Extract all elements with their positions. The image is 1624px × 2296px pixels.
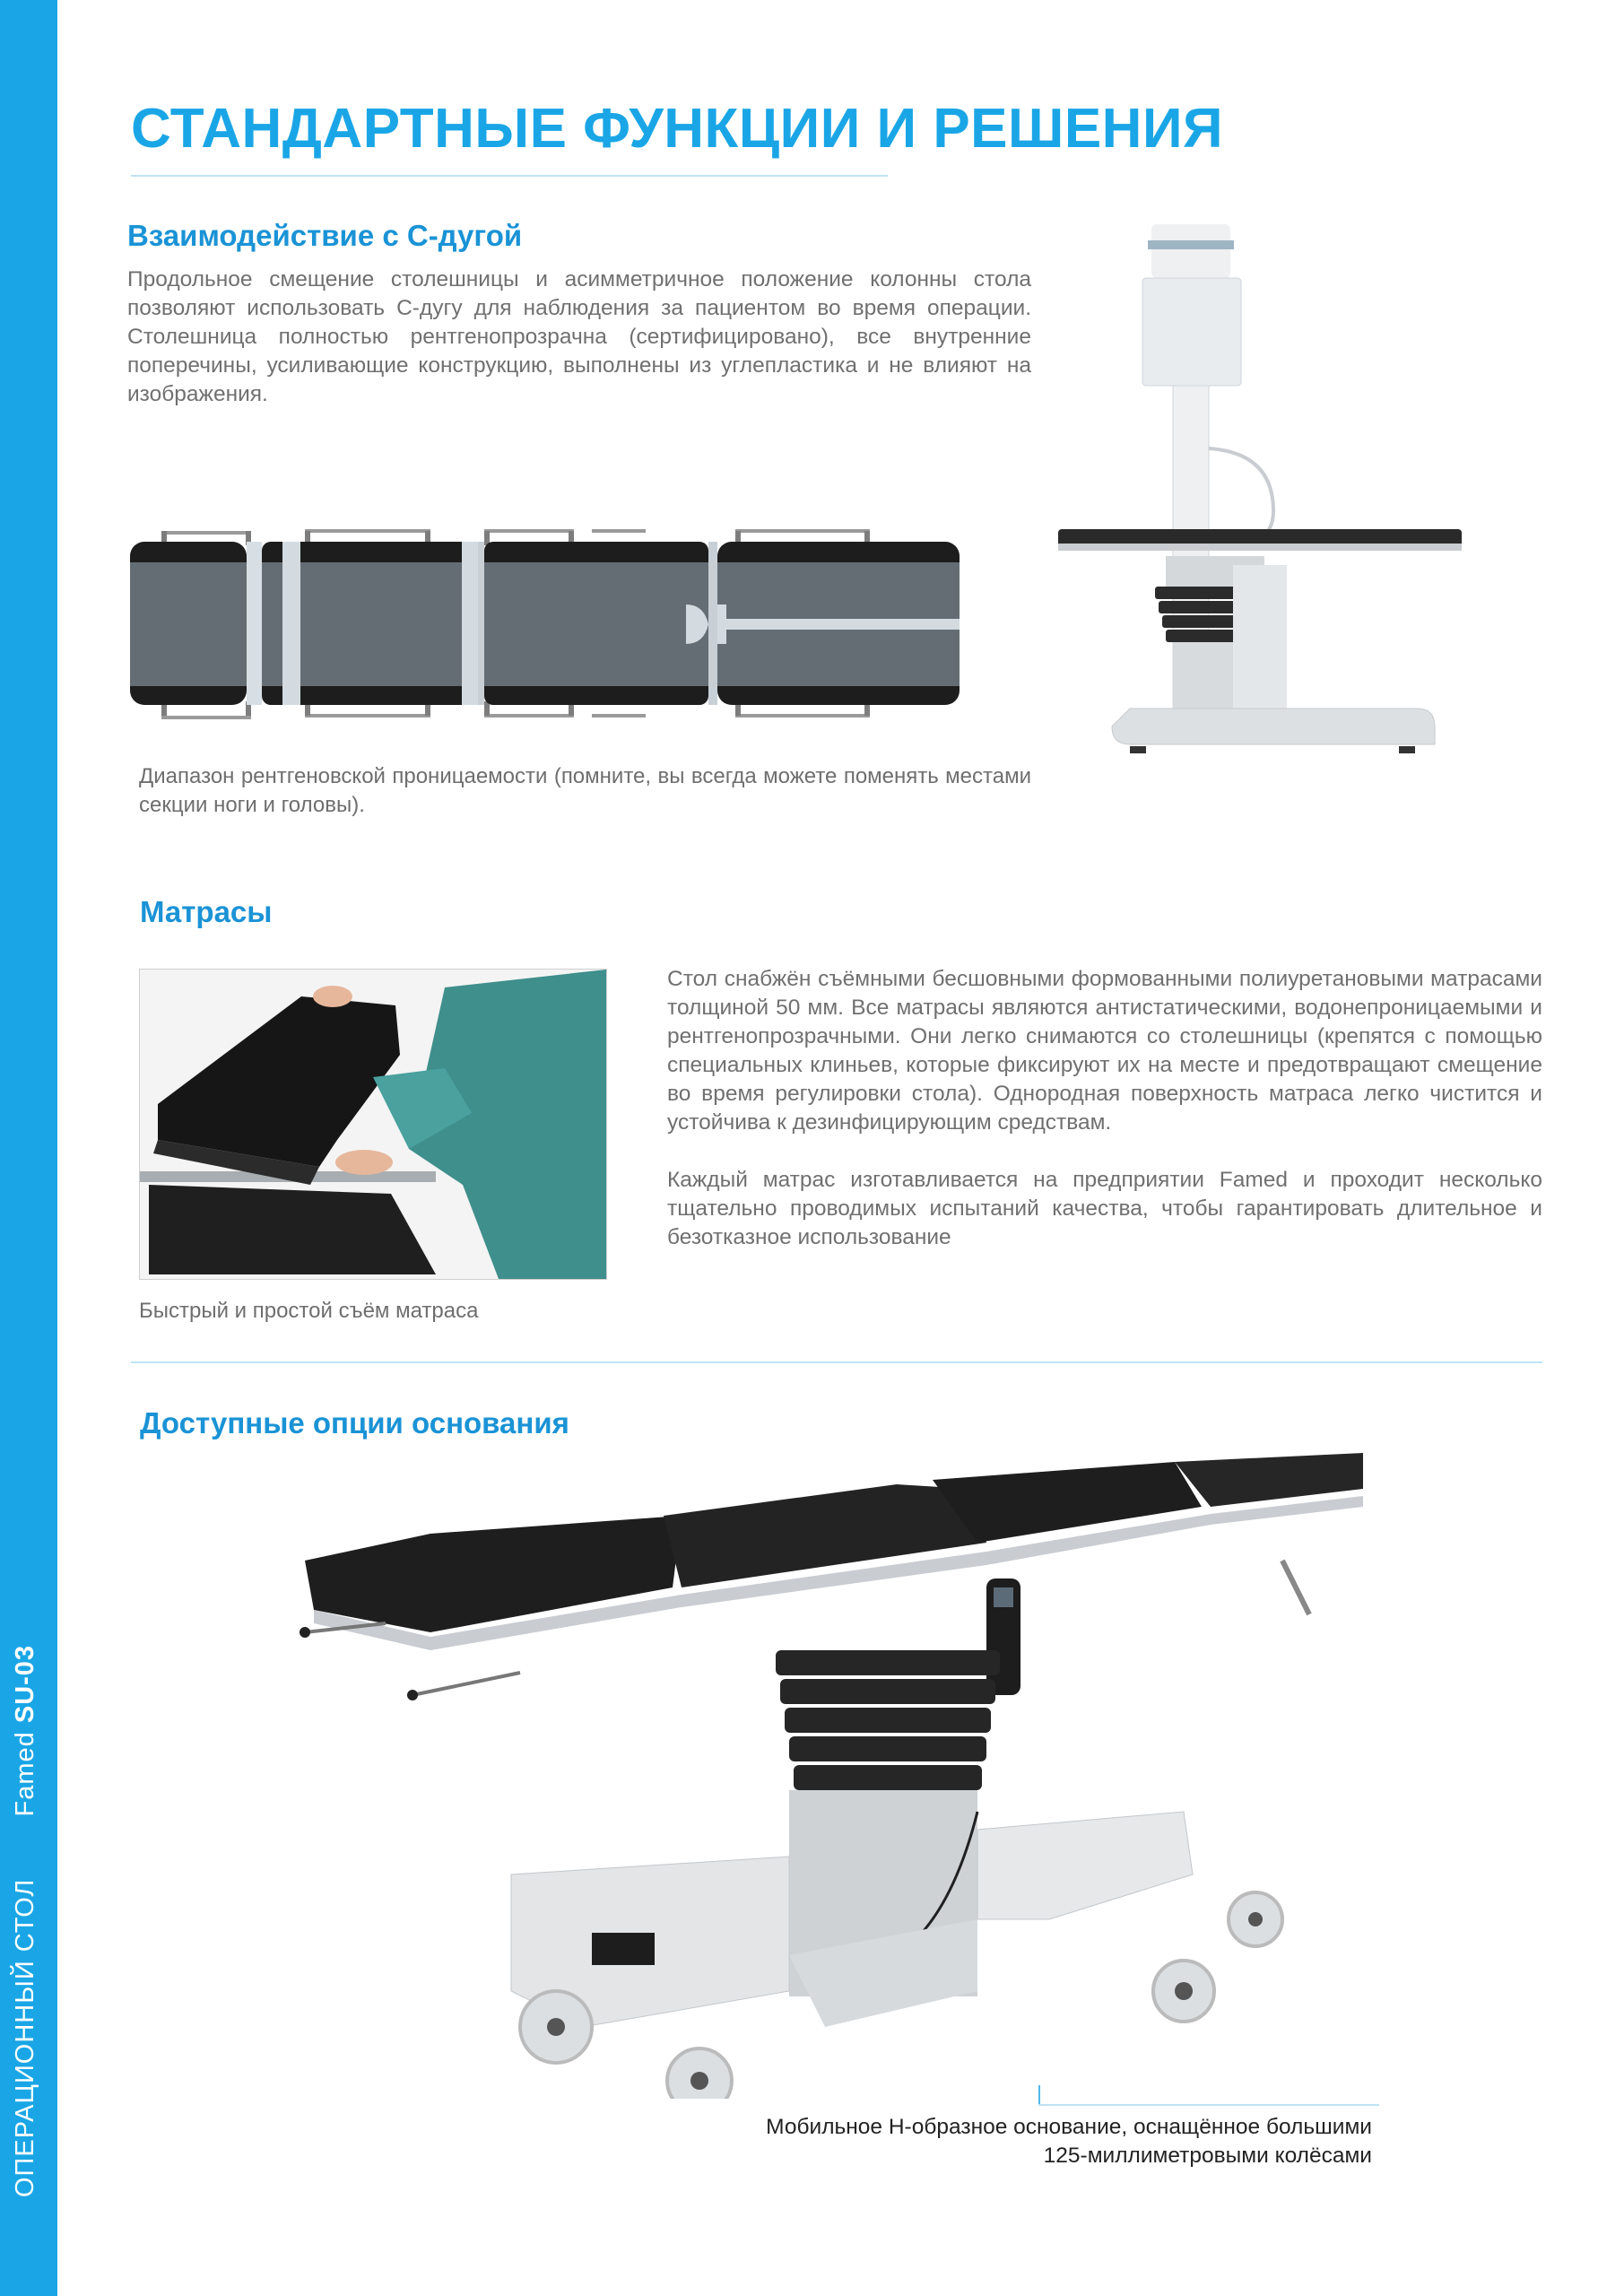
c-arm-table-photo [1058, 224, 1471, 753]
section-divider [131, 1361, 1542, 1363]
model-name: SU-03 [11, 1644, 39, 1724]
page-title: СТАНДАРТНЫЕ ФУНКЦИИ И РЕШЕНИЯ [131, 98, 1224, 160]
mattress-caption: Быстрый и простой съём матраса [139, 1299, 479, 1323]
sidebar [0, 0, 57, 2296]
c-arm-heading: Взаимодействие с С-дугой [127, 219, 523, 252]
mattress-removal-photo [139, 969, 607, 1280]
mattress-text-1: Стол снабжён съёмными бесшовными формованными полиуретановыми матрасами толщиной 50 мм. Все матрасы являются антистатическими, водонепроницаемыми и рентгенопрозрачными. Они легко снимаются со столешницы (крепятся с помощью специальных клиньев, которые фиксируют их на месте и предотвращают смещение во время регулировки стола). Однородная поверхность матраса легко чистится и устойчива к дезинфицирующим средствам. [667, 967, 1542, 1135]
operating-table-photo [287, 1453, 1480, 2099]
product-type: ОПЕРАЦИОННЫЙ СТОЛ [11, 1878, 39, 2197]
base-caption-marker [1038, 2085, 1040, 2105]
base-heading: Доступные опции основания [140, 1406, 569, 1439]
base-caption-marker-line [1038, 2104, 1379, 2106]
c-arm-text: Продольное смещение столешницы и асимметричное положение колонны стола позволяют использовать С-дугу для наблюдения за пациентом во время операции. Столешница полностью рентгенопрозрачна (сертифицировано), все внутренние поперечины, усиливающие конструкцию, выполнены из углепластика и не влияют на изображения. [127, 267, 1031, 406]
mattress-text-2: Каждый матрас изготавливается на предприятии Famed и проходит несколько тщательно проводимых испытаний качества, чтобы гарантировать длительное и безотказное использование [667, 1168, 1542, 1249]
title-divider [131, 175, 888, 177]
x-ray-range-caption: Диапазон рентгеновской проницаемости (помните, вы всегда можете поменять местами секции ноги и головы). [139, 764, 1031, 817]
sidebar-label [11, 1645, 40, 2197]
mattress-heading: Матрасы [140, 895, 273, 928]
base-caption: Мобильное Н-образное основание, оснащённое большими 125-миллиметровыми колёсами [766, 2115, 1372, 2168]
brand-name: Famed [11, 1731, 39, 1817]
x-ray-range-diagram [126, 522, 968, 724]
